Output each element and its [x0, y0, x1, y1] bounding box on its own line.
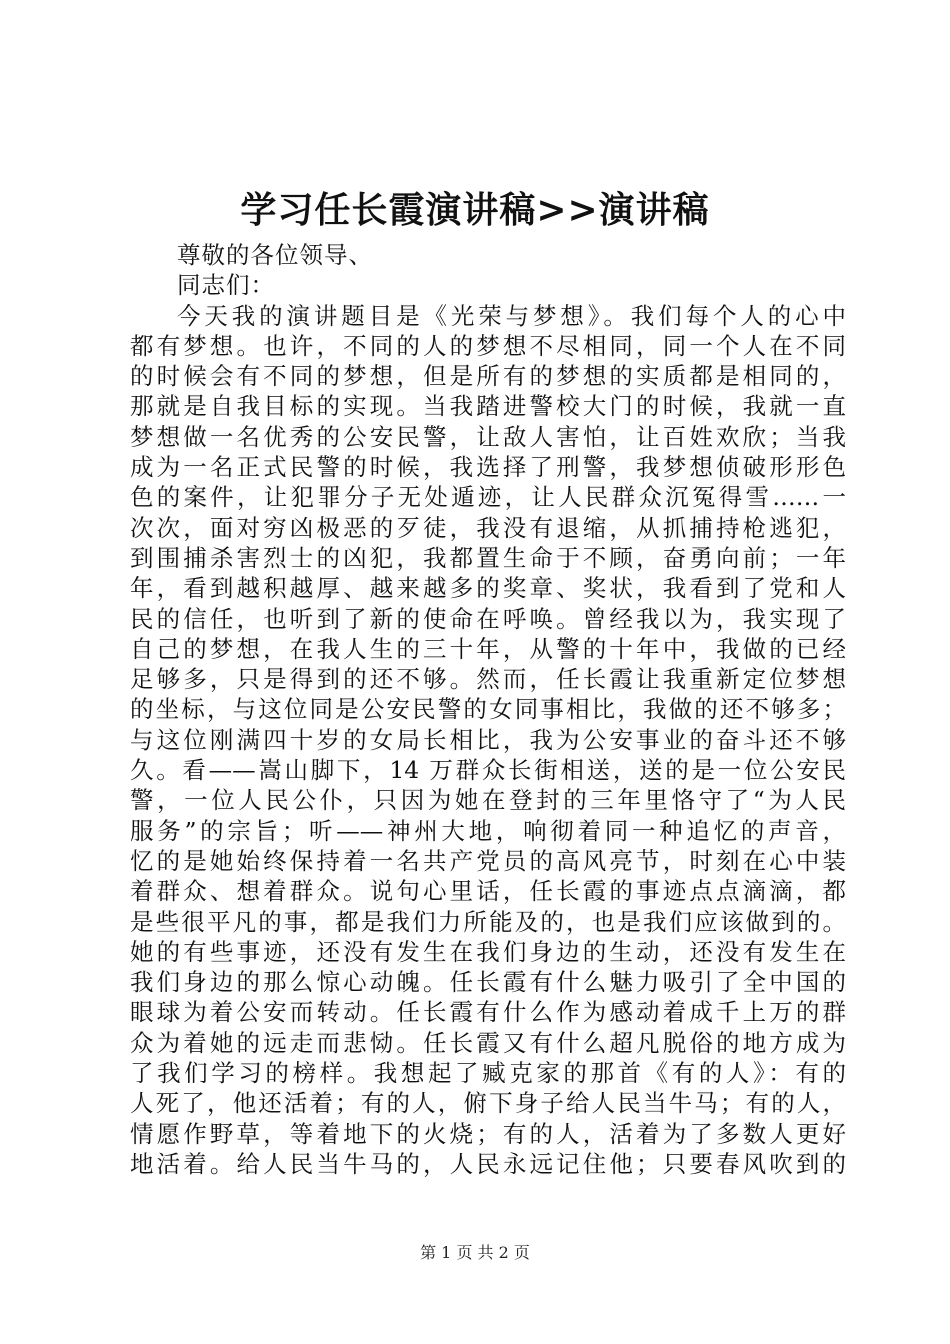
paragraph-line: 久。看——嵩山脚下，14 万群众长街相送，送的是一位公安民: [130, 756, 846, 785]
paragraph-line: 眼球为着公安而转动。任长霞有什么作为感动着成千上万的群: [130, 998, 846, 1027]
page-footer: 第 1 页 共 2 页: [420, 1243, 530, 1262]
paragraph-line: 自己的梦想，在我人生的三十年，从警的十年中，我做的已经: [130, 634, 846, 663]
salutation-line: 尊敬的各位领导、: [177, 241, 373, 269]
salutation-line: 同志们：: [177, 271, 275, 300]
paragraph-line: 她的有些事迹，还没有发生在我们身边的生动，还没有发生在: [130, 937, 846, 966]
paragraph-line: 足够多，只是得到的还不够。然而，任长霞让我重新定位梦想: [130, 665, 846, 694]
paragraph-line: 众为着她的远走而悲恸。任长霞又有什么超凡脱俗的地方成为: [130, 1028, 846, 1057]
paragraph-line: 次次，面对穷凶极恶的歹徒，我没有退缩，从抓捕持枪逃犯，: [130, 513, 846, 542]
paragraph-line: 的时候会有不同的梦想，但是所有的梦想的实质都是相同的，: [130, 362, 846, 391]
paragraph-line: 梦想做一名优秀的公安民警，让敌人害怕，让百姓欢欣；当我: [130, 422, 846, 451]
paragraph-line: 民的信任，也听到了新的使命在呼唤。曾经我以为，我实现了: [130, 604, 846, 633]
paragraph-line: 地活着。给人民当牛马的，人民永远记住他；只要春风吹到的: [130, 1149, 846, 1178]
paragraph-line: 情愿作野草，等着地下的火烧；有的人，活着为了多数人更好: [130, 1119, 846, 1148]
paragraph-line: 服务”的宗旨；听——神州大地，响彻着同一种追忆的声音，: [130, 816, 846, 845]
paragraph-line: 到围捕杀害烈士的凶犯，我都置生命于不顾，奋勇向前；一年: [130, 543, 846, 572]
document-body: [130, 240, 846, 1179]
paragraph-line: 人死了，他还活着；有的人，俯下身子给人民当牛马；有的人，: [130, 1089, 846, 1118]
document-title: 学习任长霞演讲稿>>演讲稿: [240, 189, 710, 231]
paragraph-line: 的坐标，与这位同是公安民警的女同事相比，我做的还不够多；: [130, 695, 846, 724]
paragraph-line: 我们身边的那么惊心动魄。任长霞有什么魅力吸引了全中国的: [130, 968, 846, 997]
paragraph-line: 成为一名正式民警的时候，我选择了刑警，我梦想侦破形形色: [130, 453, 846, 482]
paragraph-line: 都有梦想。也许，不同的人的梦想不尽相同，同一个人在不同: [130, 331, 846, 360]
paragraph-line: 是些很平凡的事，都是我们力所能及的，也是我们应该做到的。: [130, 907, 846, 936]
paragraph-line: 年，看到越积越厚、越来越多的奖章、奖状，我看到了党和人: [130, 574, 846, 603]
paragraph-line: 忆的是她始终保持着一名共产党员的高风亮节，时刻在心中装: [130, 846, 846, 875]
paragraph-line: 着群众、想着群众。说句心里话，任长霞的事迹点点滴滴，都: [130, 877, 846, 906]
paragraph-line: 与这位刚满四十岁的女局长相比，我为公安事业的奋斗还不够: [130, 725, 846, 754]
paragraph-line: 了我们学习的榜样。我想起了臧克家的那首《有的人》：有的: [130, 1059, 846, 1088]
paragraph-line: 那就是自我目标的实现。当我踏进警校大门的时候，我就一直: [130, 392, 846, 421]
paragraph-line: 警，一位人民公仆，只因为她在登封的三年里恪守了“为人民: [130, 786, 846, 815]
paragraph-line: 色的案件，让犯罪分子无处遁迹，让人民群众沉冤得雪……一: [130, 483, 846, 512]
paragraph-line: 今天我的演讲题目是《光荣与梦想》。我们每个人的心中: [177, 301, 846, 330]
